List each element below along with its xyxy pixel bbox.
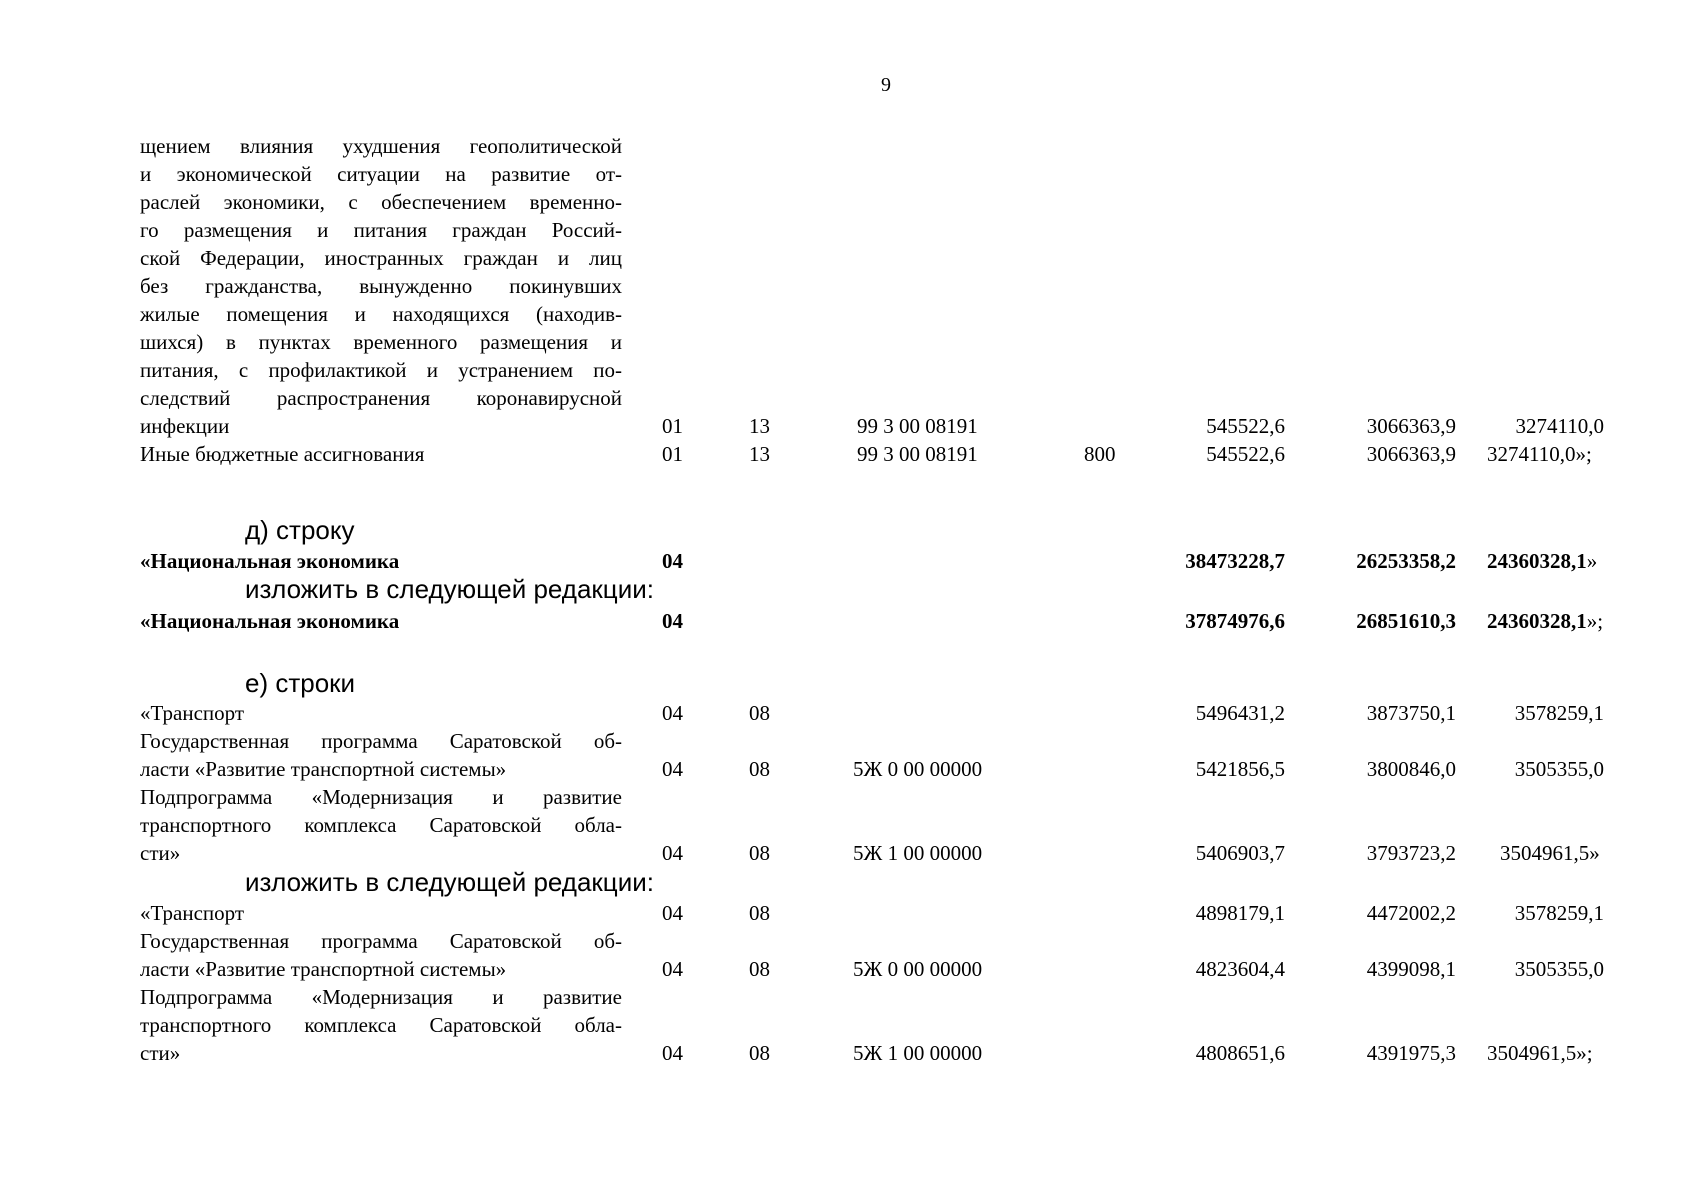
intro-line: питания, с профилактикой и устранением по- — [140, 358, 622, 382]
target-article-code: 99 3 00 08191 — [857, 414, 978, 438]
section-e-subheading: изложить в следующей редакции: — [245, 867, 654, 897]
row-name: Иные бюджетные ассигнования — [140, 442, 425, 466]
row-name: «Транспорт — [140, 901, 245, 925]
table-row — [0, 955, 1697, 983]
table-row — [0, 440, 1697, 468]
amount-year-1: 4823604,4 — [1195, 957, 1285, 981]
section-code: 01 — [662, 414, 683, 438]
target-article-code: 5Ж 1 00 00000 — [853, 1041, 983, 1065]
target-article-code: 5Ж 1 00 00000 — [853, 841, 983, 865]
amount-year-3 — [1500, 839, 1600, 867]
amount-year-1: 545522,6 — [1206, 414, 1285, 438]
intro-line: без гражданства, вынужденно покинувших — [140, 274, 622, 298]
section-code: 04 — [662, 549, 683, 573]
target-article-code: 5Ж 0 00 00000 — [853, 957, 983, 981]
intro-line: раслей экономики, с обеспечением временно- — [140, 190, 622, 214]
intro-paragraph — [140, 132, 622, 412]
amount-year-3: 3505355,0 — [1514, 757, 1604, 781]
section-code: 04 — [662, 1041, 683, 1065]
closing-quote: » — [1586, 549, 1598, 573]
amount-year-1: 4898179,1 — [1195, 901, 1285, 925]
intro-line: го размещения и питания граждан Россий- — [140, 218, 622, 242]
section-d-subheading: изложить в следующей редакции: — [245, 574, 654, 604]
subsection-code: 13 — [749, 414, 770, 438]
amount-year-1: 545522,6 — [1206, 442, 1285, 466]
row-name-line: транспортного комплекса Саратовской обла- — [140, 813, 622, 837]
row-name-line: Государственная программа Саратовской об- — [140, 729, 622, 753]
table-row — [0, 547, 1697, 575]
amount-year-1: 5496431,2 — [1195, 701, 1285, 725]
section-code: 04 — [662, 901, 683, 925]
subsection-code: 08 — [749, 957, 770, 981]
target-article-code: 99 3 00 08191 — [857, 442, 978, 466]
row-name: «Транспорт — [140, 701, 245, 725]
subsection-code: 13 — [749, 442, 770, 466]
amount-year-3-value: 3504961,5 — [1487, 1041, 1577, 1065]
amount-year-2: 3800846,0 — [1366, 757, 1456, 781]
subsection-code: 08 — [749, 757, 770, 781]
closing-quote: »; — [1575, 442, 1592, 466]
subsection-code: 08 — [749, 841, 770, 865]
table-row — [0, 412, 1697, 440]
amount-year-2: 26253358,2 — [1356, 549, 1456, 573]
amount-year-1: 4808651,6 — [1195, 1041, 1285, 1065]
amount-year-3 — [1487, 1039, 1593, 1067]
subsection-code: 08 — [749, 701, 770, 725]
amount-year-3-value: 24360328,1 — [1487, 549, 1587, 573]
amount-year-3: 3578259,1 — [1514, 901, 1604, 925]
row-name-line: Государственная программа Саратовской об- — [140, 929, 622, 953]
table-row — [0, 607, 1697, 635]
section-d-heading: д) строку — [245, 515, 355, 545]
amount-year-1: 5406903,7 — [1195, 841, 1285, 865]
amount-year-2: 26851610,3 — [1356, 609, 1456, 633]
section-code: 04 — [662, 957, 683, 981]
amount-year-3 — [1487, 607, 1603, 635]
target-article-code: 5Ж 0 00 00000 — [853, 757, 983, 781]
row-name-line: сти» — [140, 841, 181, 865]
amount-year-3: 3274110,0 — [1515, 414, 1604, 438]
row-name-line: ласти «Развитие транспортной системы» — [140, 957, 507, 981]
section-code: 01 — [662, 442, 683, 466]
intro-line: ской Федерации, иностранных граждан и лиц — [140, 246, 622, 270]
amount-year-1: 5421856,5 — [1195, 757, 1285, 781]
amount-year-2: 3066363,9 — [1366, 414, 1456, 438]
amount-year-2: 4391975,3 — [1366, 1041, 1456, 1065]
section-e-heading: е) строки — [245, 668, 356, 698]
closing-quote: » — [1589, 841, 1600, 865]
section-code: 04 — [662, 757, 683, 781]
table-row — [0, 1039, 1697, 1067]
table-row — [0, 755, 1697, 783]
amount-year-2: 4472002,2 — [1366, 901, 1456, 925]
subsection-code: 08 — [749, 901, 770, 925]
closing-quote: »; — [1576, 1041, 1593, 1065]
intro-line: щением влияния ухудшения геополитической — [140, 134, 622, 158]
amount-year-2: 3793723,2 — [1366, 841, 1456, 865]
section-code: 04 — [662, 701, 683, 725]
amount-year-3: 3578259,1 — [1514, 701, 1604, 725]
amount-year-1: 37874976,6 — [1185, 609, 1285, 633]
row-name-line: сти» — [140, 1041, 181, 1065]
subsection-code: 08 — [749, 1041, 770, 1065]
page-number: 9 — [881, 74, 891, 96]
intro-line: шихся) в пунктах временного размещения и — [140, 330, 622, 354]
intro-line: жилые помещения и находящихся (находив- — [140, 302, 622, 326]
amount-year-3: 3505355,0 — [1514, 957, 1604, 981]
row-name: инфекции — [140, 414, 230, 438]
row-name-line: транспортного комплекса Саратовской обла- — [140, 1013, 622, 1037]
row-name-line: Подпрограмма «Модернизация и развитие — [140, 985, 622, 1009]
table-row — [0, 899, 1697, 927]
table-row — [0, 839, 1697, 867]
amount-year-2: 3066363,9 — [1366, 442, 1456, 466]
amount-year-3-value: 3504961,5 — [1500, 841, 1590, 865]
amount-year-3 — [1487, 547, 1597, 575]
section-code: 04 — [662, 609, 683, 633]
intro-line: следствий распространения коронавирусной — [140, 386, 622, 410]
expense-type-code: 800 — [1084, 442, 1116, 466]
amount-year-2: 4399098,1 — [1366, 957, 1456, 981]
amount-year-3 — [1487, 440, 1592, 468]
table-row — [0, 699, 1697, 727]
amount-year-2: 3873750,1 — [1366, 701, 1456, 725]
row-name: «Национальная экономика — [140, 549, 400, 573]
intro-line: и экономической ситуации на развитие от- — [140, 162, 622, 186]
section-code: 04 — [662, 841, 683, 865]
row-name: «Национальная экономика — [140, 609, 400, 633]
amount-year-1: 38473228,7 — [1185, 549, 1285, 573]
row-name-line: Подпрограмма «Модернизация и развитие — [140, 785, 622, 809]
row-name-line: ласти «Развитие транспортной системы» — [140, 757, 507, 781]
amount-year-3-value: 3274110,0 — [1487, 442, 1576, 466]
closing-quote: »; — [1586, 609, 1604, 633]
amount-year-3-value: 24360328,1 — [1487, 609, 1587, 633]
